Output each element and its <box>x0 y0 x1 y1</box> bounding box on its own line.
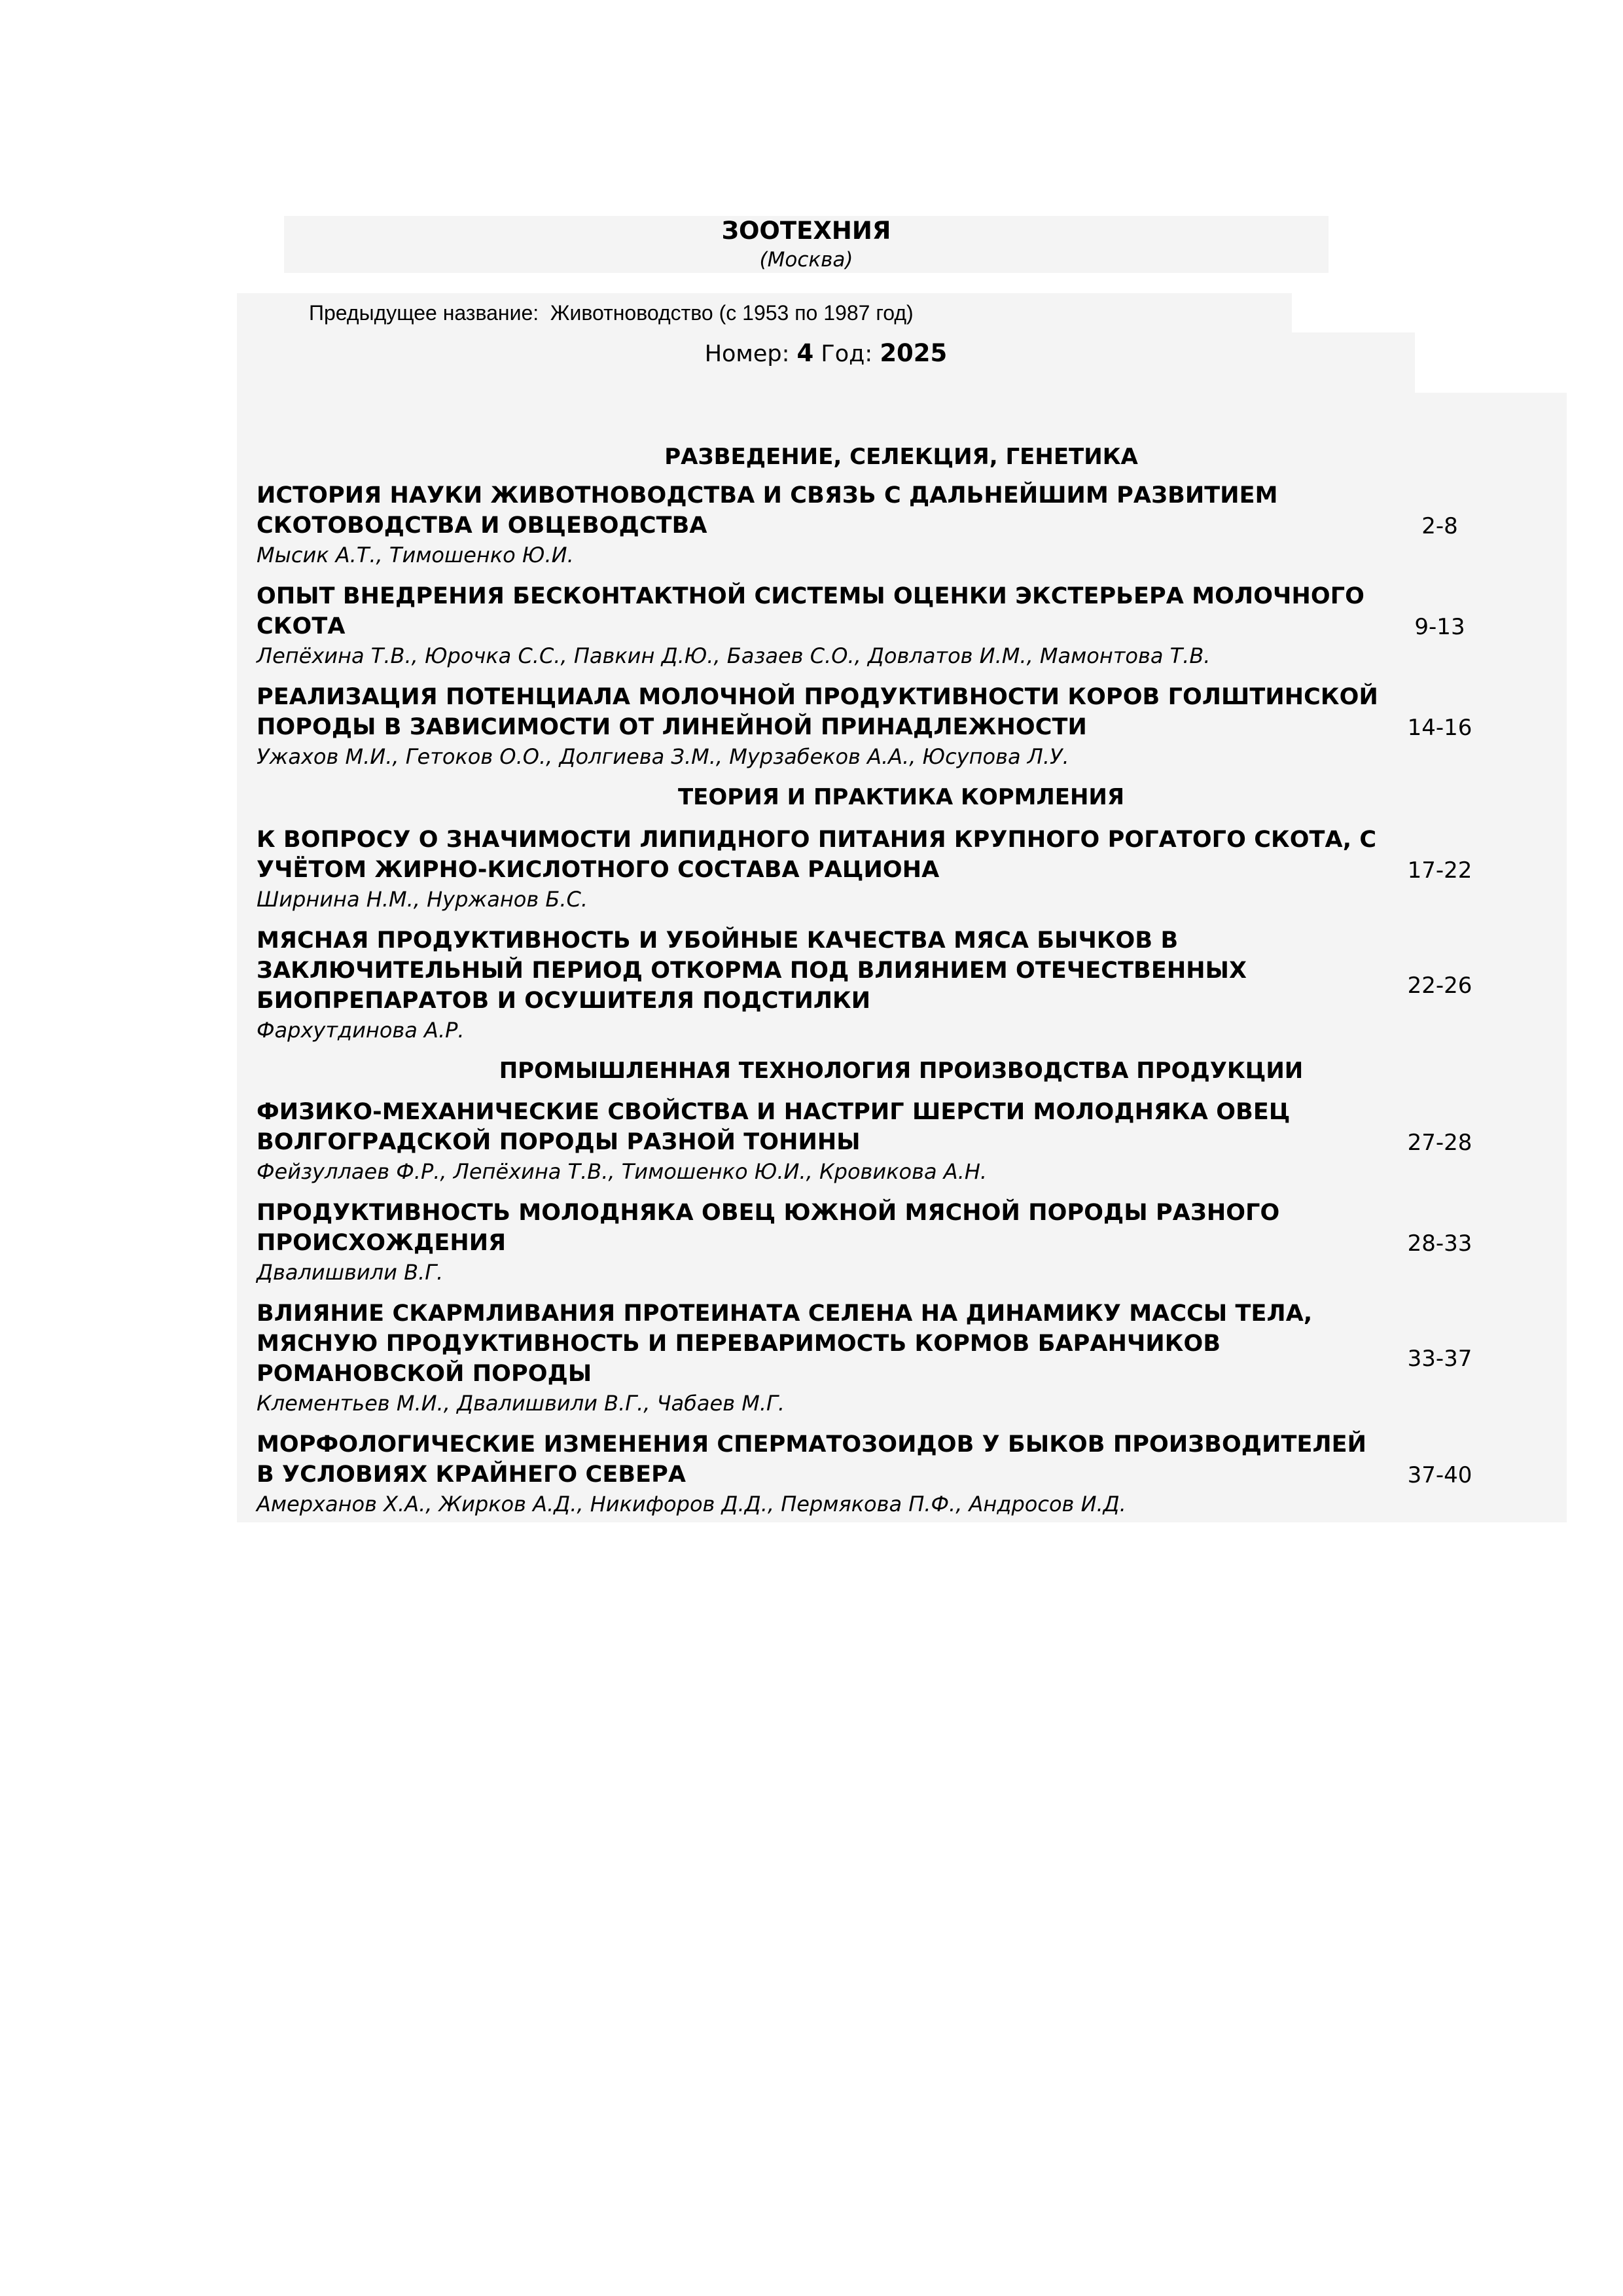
article-entry[interactable] <box>257 480 1467 569</box>
article-title[interactable]: ФИЗИКО-МЕХАНИЧЕСКИЕ СВОЙСТВА И НАСТРИГ ШЕРСТИ МОЛОДНЯКА ОВЕЦ ВОЛГОГРАДСКОЙ ПОРОДЫ РАЗНОЙ ТОНИНЫ <box>257 1099 1291 1155</box>
article-title[interactable]: ВЛИЯНИЕ СКАРМЛИВАНИЯ ПРОТЕИНАТА СЕЛЕНА НА ДИНАМИКУ МАССЫ ТЕЛА, МЯСНУЮ ПРОДУКТИВНОСТЬ И ПЕРЕВАРИМОСТЬ КОРМОВ БАРАНЧИКОВ РОМАНОВСКОЙ ПОРОДЫ <box>257 1300 1313 1387</box>
article-entry[interactable] <box>257 1198 1467 1287</box>
issue-label: Номер: <box>704 341 790 367</box>
article-title[interactable]: ПРОДУКТИВНОСТЬ МОЛОДНЯКА ОВЕЦ ЮЖНОЙ МЯСНОЙ ПОРОДЫ РАЗНОГО ПРОИСХОЖДЕНИЯ <box>257 1200 1280 1256</box>
article-authors: Фархутдинова А.Р. <box>257 1018 465 1043</box>
issue-line <box>237 339 1415 368</box>
article-pages: 2-8 <box>1421 513 1458 539</box>
issue-number: 4 <box>796 339 814 367</box>
section-heading: РАЗВЕДЕНИЕ, СЕЛЕКЦИЯ, ГЕНЕТИКА <box>664 444 1138 470</box>
journal-title: ЗООТЕХНИЯ <box>721 217 891 245</box>
issue-year: 2025 <box>880 339 948 367</box>
previous-name-line <box>309 300 914 326</box>
article-pages: 14-16 <box>1407 715 1472 741</box>
article-title[interactable]: РЕАЛИЗАЦИЯ ПОТЕНЦИАЛА МОЛОЧНОЙ ПРОДУКТИВНОСТИ КОРОВ ГОЛШТИНСКОЙ ПОРОДЫ В ЗАВИСИМОСТИ ОТ ЛИНЕЙНОЙ ПРИНАДЛЕЖНОСТИ <box>257 684 1378 740</box>
article-pages: 28-33 <box>1407 1230 1472 1257</box>
article-entry[interactable] <box>257 682 1467 771</box>
previous-name-value: Животноводство (с 1953 по 1987 год) <box>550 301 914 325</box>
article-entry[interactable] <box>257 825 1467 914</box>
section-heading: ПРОМЫШЛЕННАЯ ТЕХНОЛОГИЯ ПРОИЗВОДСТВА ПРОДУКЦИИ <box>499 1058 1304 1084</box>
previous-name-label: Предыдущее название: <box>309 301 539 325</box>
article-entry[interactable] <box>257 925 1467 1045</box>
article-title[interactable]: МЯСНАЯ ПРОДУКТИВНОСТЬ И УБОЙНЫЕ КАЧЕСТВА МЯСА БЫЧКОВ В ЗАКЛЮЧИТЕЛЬНЫЙ ПЕРИОД ОТКОРМА ПОД ВЛИЯНИЕМ ОТЕЧЕСТВЕННЫХ БИОПРЕПАРАТОВ И ОСУШИТЕЛЯ ПОДСТИЛКИ <box>257 927 1247 1014</box>
article-authors: Двалишвили В.Г. <box>257 1260 444 1285</box>
article-pages: 37-40 <box>1407 1462 1472 1488</box>
article-authors: Фейзуллаев Ф.Р., Лепёхина Т.В., Тимошенко Ю.И., Кровикова А.Н. <box>257 1159 988 1184</box>
journal-city: (Москва) <box>759 248 853 272</box>
article-entry[interactable] <box>257 1429 1467 1518</box>
article-entry[interactable] <box>257 1097 1467 1186</box>
article-title[interactable]: ОПЫТ ВНЕДРЕНИЯ БЕСКОНТАКТНОЙ СИСТЕМЫ ОЦЕНКИ ЭКСТЕРЬЕРА МОЛОЧНОГО СКОТА <box>257 583 1364 639</box>
article-pages: 22-26 <box>1407 973 1472 999</box>
article-pages: 27-28 <box>1407 1130 1472 1156</box>
article-pages: 9-13 <box>1414 614 1465 640</box>
article-authors: Клементьев М.И., Двалишвили В.Г., Чабаев М.Г. <box>257 1391 785 1416</box>
article-authors: Лепёхина Т.В., Юрочка С.С., Павкин Д.Ю., Базаев С.О., Довлатов И.М., Мамонтова Т.В. <box>257 643 1211 668</box>
article-pages: 17-22 <box>1407 857 1472 884</box>
article-authors: Ужахов М.И., Гетоков О.О., Долгиева З.М., Мурзабеков А.А., Юсупова Л.У. <box>257 744 1069 769</box>
article-pages: 33-37 <box>1407 1346 1472 1372</box>
section-heading: ТЕОРИЯ И ПРАКТИКА КОРМЛЕНИЯ <box>677 784 1125 810</box>
article-title[interactable]: ИСТОРИЯ НАУКИ ЖИВОТНОВОДСТВА И СВЯЗЬ С ДАЛЬНЕЙШИМ РАЗВИТИЕМ СКОТОВОДСТВА И ОВЦЕВОДСТВА <box>257 482 1278 539</box>
article-authors: Ширнина Н.М., Нуржанов Б.С. <box>257 887 588 912</box>
article-entry[interactable] <box>257 581 1467 670</box>
article-title[interactable]: МОРФОЛОГИЧЕСКИЕ ИЗМЕНЕНИЯ СПЕРМАТОЗОИДОВ У БЫКОВ ПРОИЗВОДИТЕЛЕЙ В УСЛОВИЯХ КРАЙНЕГО СЕВЕРА <box>257 1431 1367 1488</box>
year-label: Год: <box>821 341 873 367</box>
article-authors: Мысик А.Т., Тимошенко Ю.И. <box>257 543 574 567</box>
article-entry[interactable] <box>257 1299 1467 1418</box>
article-authors: Амерханов Х.А., Жирков А.Д., Никифоров Д.Д., Пермякова П.Ф., Андросов И.Д. <box>257 1492 1126 1516</box>
article-title[interactable]: К ВОПРОСУ О ЗНАЧИМОСТИ ЛИПИДНОГО ПИТАНИЯ КРУПНОГО РОГАТОГО СКОТА, С УЧЁТОМ ЖИРНО-КИСЛОТНОГО СОСТАВА РАЦИОНА <box>257 827 1377 883</box>
